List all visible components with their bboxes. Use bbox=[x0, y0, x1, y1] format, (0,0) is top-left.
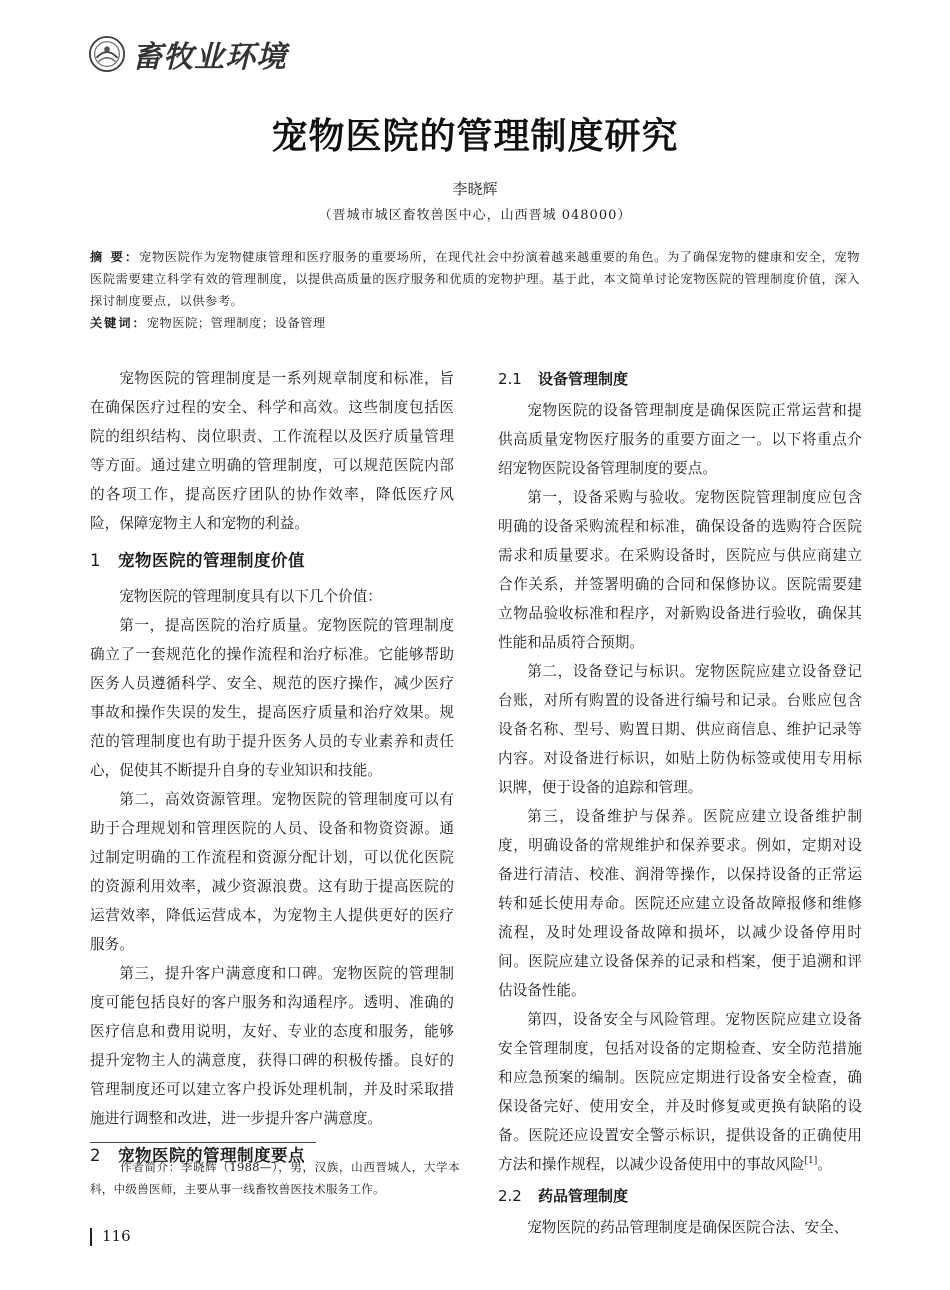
section-1-paragraph: 第三，提升客户满意度和口碑。宠物医院的管理制度可能包括良好的客户服务和沟通程序。透明、准确的医疗信息和费用说明，友好、专业的态度和服务，能够提升宠物主人的满意度，获得口碑的积极传播。良好的管理制度还可以建立客户投诉处理机制，并及时采取措施进行调整和改进，进一步提升客户满意度。 bbox=[90, 965, 454, 1127]
subsection-2-1-title: 设备管理制度 bbox=[538, 370, 629, 388]
section-1-paragraph: 第二，高效资源管理。宠物医院的管理制度可以有助于合理规划和管理医院的人员、设备和物资资源。通过制定明确的工作流程和资源分配计划，可以优化医院的资源利用效率，减少资源浪费。这有助于提高医院的运营效率，降低运营成本，为宠物主人提供更好的医疗服务。 bbox=[90, 791, 454, 953]
subsection-2-2-number: 2.2 bbox=[498, 1187, 522, 1205]
journal-name: 畜牧业环境 bbox=[132, 40, 287, 75]
right-column bbox=[498, 364, 862, 1242]
section-1-paragraph: 第一，提高医院的治疗质量。宠物医院的管理制度确立了一套规范化的操作流程和治疗标准。它能够帮助医务人员遵循科学、安全、规范的医疗操作，减少医疗事故和操作失误的发生，提高医疗质量和治疗效果。规范的管理制度也有助于提升医务人员的专业素养和责任心，促使其不断提升自身的专业知识和技能。 bbox=[90, 617, 454, 779]
subsection-2-1-paragraph: 第三，设备维护与保养。医院应建立设备维护制度，明确设备的常规维护和保养要求。例如，定期对设备进行清洁、校准、润滑等操作，以保持设备的正常运转和延长使用寿命。医院还应建立设备故障报修和维修流程，及时处理设备故障和损坏，以减少设备停用时间。医院应建立设备保养的记录和档案，便于追溯和评估设备性能。 bbox=[498, 808, 862, 999]
intro-paragraph: 宠物医院的管理制度是一系列规章制度和标准，旨在确保医疗过程的安全、科学和高效。这些制度包括医院的组织结构、岗位职责、工作流程以及医疗质量管理等方面。通过建立明确的管理制度，可以规范医院内部的各项工作，提高医疗团队的协作效率，降低医疗风险，保障宠物主人和宠物的利益。 bbox=[90, 370, 454, 532]
author-footnote bbox=[90, 1156, 460, 1200]
section-1-paragraph: 宠物医院的管理制度具有以下几个价值： bbox=[119, 588, 382, 605]
subsection-2-1-heading bbox=[498, 364, 862, 394]
journal-emblem-icon bbox=[88, 35, 126, 73]
subsection-2-1-paragraph: 第一，设备采购与验收。宠物医院管理制度应包含明确的设备采购流程和标准，确保设备的选购符合医院需求和质量要求。在采购设备时，医院应与供应商建立合作关系，并签署明确的合同和保修协议。医院需要建立物品验收标准和程序，对新购设备进行验收，确保其性能和品质符合预期。 bbox=[498, 489, 862, 651]
keywords-label: 关键词： bbox=[90, 316, 147, 330]
paragraph-text: 第四，设备安全与风险管理。宠物医院应建立设备安全管理制度，包括对设备的定期检查、安全防范措施和应急预案的编制。医院应定期进行设备安全检查，确保设备完好、使用安全，并及时修复或更换有缺陷的设备。医院还应设置安全警示标识，提供设备的正确使用方法和操作规程，以减少设备使用中的事故风险 bbox=[498, 1011, 862, 1173]
abstract-paragraph bbox=[90, 246, 860, 312]
subsection-2-1-paragraph: 宠物医院的设备管理制度是确保医院正常运营和提供高质量宠物医疗服务的重要方面之一。以下将重点介绍宠物医院设备管理制度的要点。 bbox=[498, 402, 862, 477]
subsection-2-1-paragraph: 第二，设备登记与标识。宠物医院应建立设备登记台账，对所有购置的设备进行编号和记录。台账应包含设备名称、型号、购置日期、供应商信息、维护记录等内容。对设备进行标识，如贴上防伪标签或使用专用标识牌，便于设备的追踪和管理。 bbox=[498, 663, 862, 796]
subsection-2-2-heading bbox=[498, 1181, 862, 1211]
left-column bbox=[90, 364, 454, 1177]
abstract bbox=[90, 246, 860, 334]
page-number-bar bbox=[90, 1228, 92, 1246]
footnote-text: 作者简介：李晓辉（1988—），男，汉族，山西晋城人，大学本科，中级兽医师，主要从事一线畜牧兽医技术服务工作。 bbox=[90, 1160, 460, 1196]
citation-marker[interactable]: [1] bbox=[804, 1156, 818, 1167]
section-1-title: 宠物医院的管理制度价值 bbox=[118, 551, 305, 570]
article-author: 李晓辉 bbox=[452, 180, 498, 198]
section-2-number: 2 bbox=[90, 1146, 101, 1165]
subsection-2-2-paragraph: 宠物医院的药品管理制度是确保医院合法、安全、 bbox=[527, 1219, 849, 1236]
abstract-text: 宠物医院作为宠物健康管理和医疗服务的重要场所，在现代社会中扮演着越来越重要的角色。为了确保宠物的健康和安全，宠物医院需要建立科学有效的管理制度，以提供高质量的医疗服务和优质的宠物护理。基于此，本文简单讨论宠物医院的管理制度价值，深入探讨制度要点，以供参考。 bbox=[90, 250, 860, 308]
page-number: 116 bbox=[102, 1227, 131, 1245]
section-2-title: 宠物医院的管理制度要点 bbox=[118, 1146, 305, 1165]
section-1-heading bbox=[90, 546, 454, 576]
keywords-paragraph bbox=[90, 312, 860, 334]
subsection-2-2-title: 药品管理制度 bbox=[538, 1187, 629, 1205]
abstract-label: 摘 要： bbox=[90, 250, 140, 264]
author-affiliation: （晋城市城区畜牧兽医中心，山西晋城 048000） bbox=[318, 208, 632, 223]
paragraph-end: 。 bbox=[817, 1156, 832, 1173]
journal-logo bbox=[88, 32, 287, 76]
subsection-2-1-paragraph bbox=[498, 1005, 862, 1179]
keywords-text: 宠物医院；管理制度；设备管理 bbox=[146, 316, 326, 330]
footnote-rule bbox=[90, 1142, 316, 1143]
subsection-2-1-number: 2.1 bbox=[498, 370, 522, 388]
article-title: 宠物医院的管理制度研究 bbox=[271, 116, 679, 157]
section-1-number: 1 bbox=[90, 551, 101, 570]
